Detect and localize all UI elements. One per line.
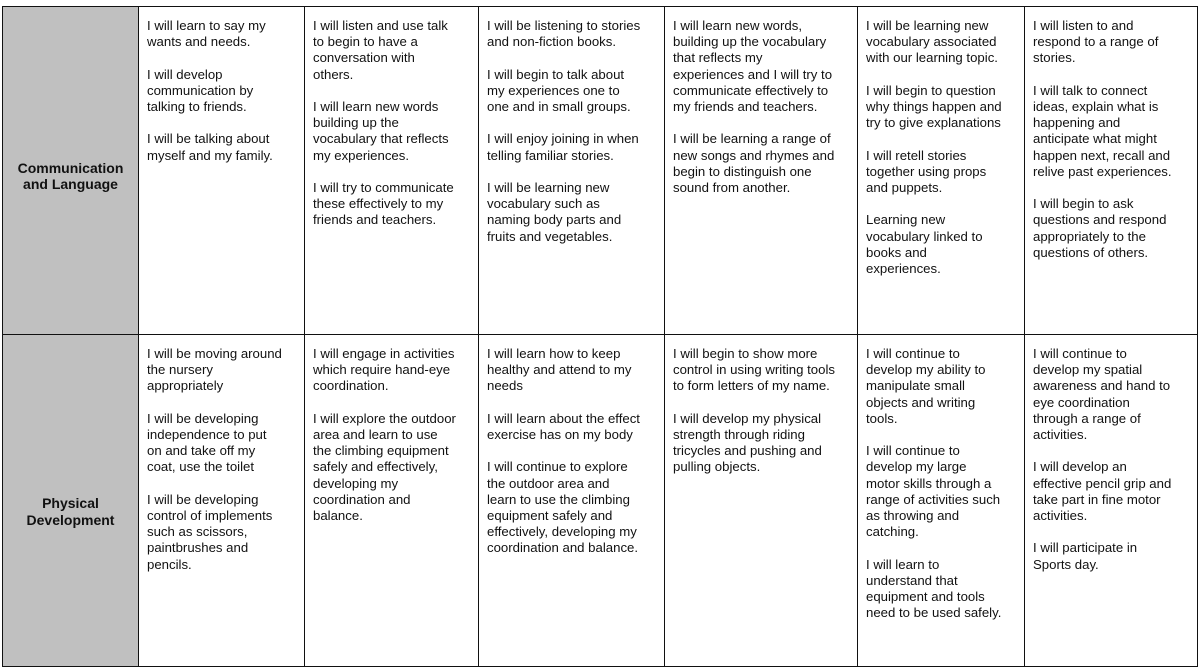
table-cell: I will learn how to keep healthy and attend to my needs I will learn about the effect exercise has on my body I will continue to explore the outdoor area and learn to use the climbing equipment safely and effectively, developing my coordination and balance.	[479, 335, 665, 667]
table-cell: I will begin to show more control in using writing tools to form letters of my name. I will develop my physical strength through riding tricycles and pushing and pulling objects.	[665, 335, 858, 667]
table-cell: I will listen and use talk to begin to have a conversation with others. I will learn new words building up the vocabulary that reflects my experiences. I will try to communicate these effectively to my friends and teachers.	[305, 7, 479, 335]
table-cell: I will be learning new vocabulary associated with our learning topic. I will begin to question why things happen and try to give explanations I will retell stories together using props and puppets. Learning new vocabulary linked to books and experiences.	[858, 7, 1025, 335]
table-row-physical-development	[3, 335, 1198, 667]
curriculum-table	[2, 6, 1198, 667]
table-cell: I will be moving around the nursery appropriately I will be developing independence to put on and take off my coat, use the toilet I will be developing control of implements such as scissors, paintbrushes and pencils.	[139, 335, 305, 667]
table-cell: I will be listening to stories and non-fiction books. I will begin to talk about my experiences one to one and in small groups. I will enjoy joining in when telling familiar stories. I will be learning new vocabulary such as naming body parts and fruits and vegetables.	[479, 7, 665, 335]
row-header-physical-development: Physical Development	[3, 335, 139, 667]
table-cell: I will learn to say my wants and needs. I will develop communication by talking to friends. I will be talking about myself and my family.	[139, 7, 305, 335]
table-cell: I will learn new words, building up the vocabulary that reflects my experiences and I will try to communicate effectively to my friends and teachers. I will be learning a range of new songs and rhymes and begin to distinguish one sound from another.	[665, 7, 858, 335]
row-header-communication-language: Communication and Language	[3, 7, 139, 335]
table-cell: I will continue to develop my spatial awareness and hand to eye coordination through a range of activities. I will develop an effective pencil grip and take part in fine motor activities. I will participate in Sports day.	[1025, 335, 1198, 667]
table-cell: I will listen to and respond to a range of stories. I will talk to connect ideas, explain what is happening and anticipate what might happen next, recall and relive past experiences. I will begin to ask questions and respond appropriately to the questions of others.	[1025, 7, 1198, 335]
table-cell: I will continue to develop my ability to manipulate small objects and writing tools. I will continue to develop my large motor skills through a range of activities such as throwing and catching. I will learn to understand that equipment and tools need to be used safely.	[858, 335, 1025, 667]
table-row-communication-language	[3, 7, 1198, 335]
table-cell: I will engage in activities which require hand-eye coordination. I will explore the outdoor area and learn to use the climbing equipment safely and effectively, developing my coordination and balance.	[305, 335, 479, 667]
